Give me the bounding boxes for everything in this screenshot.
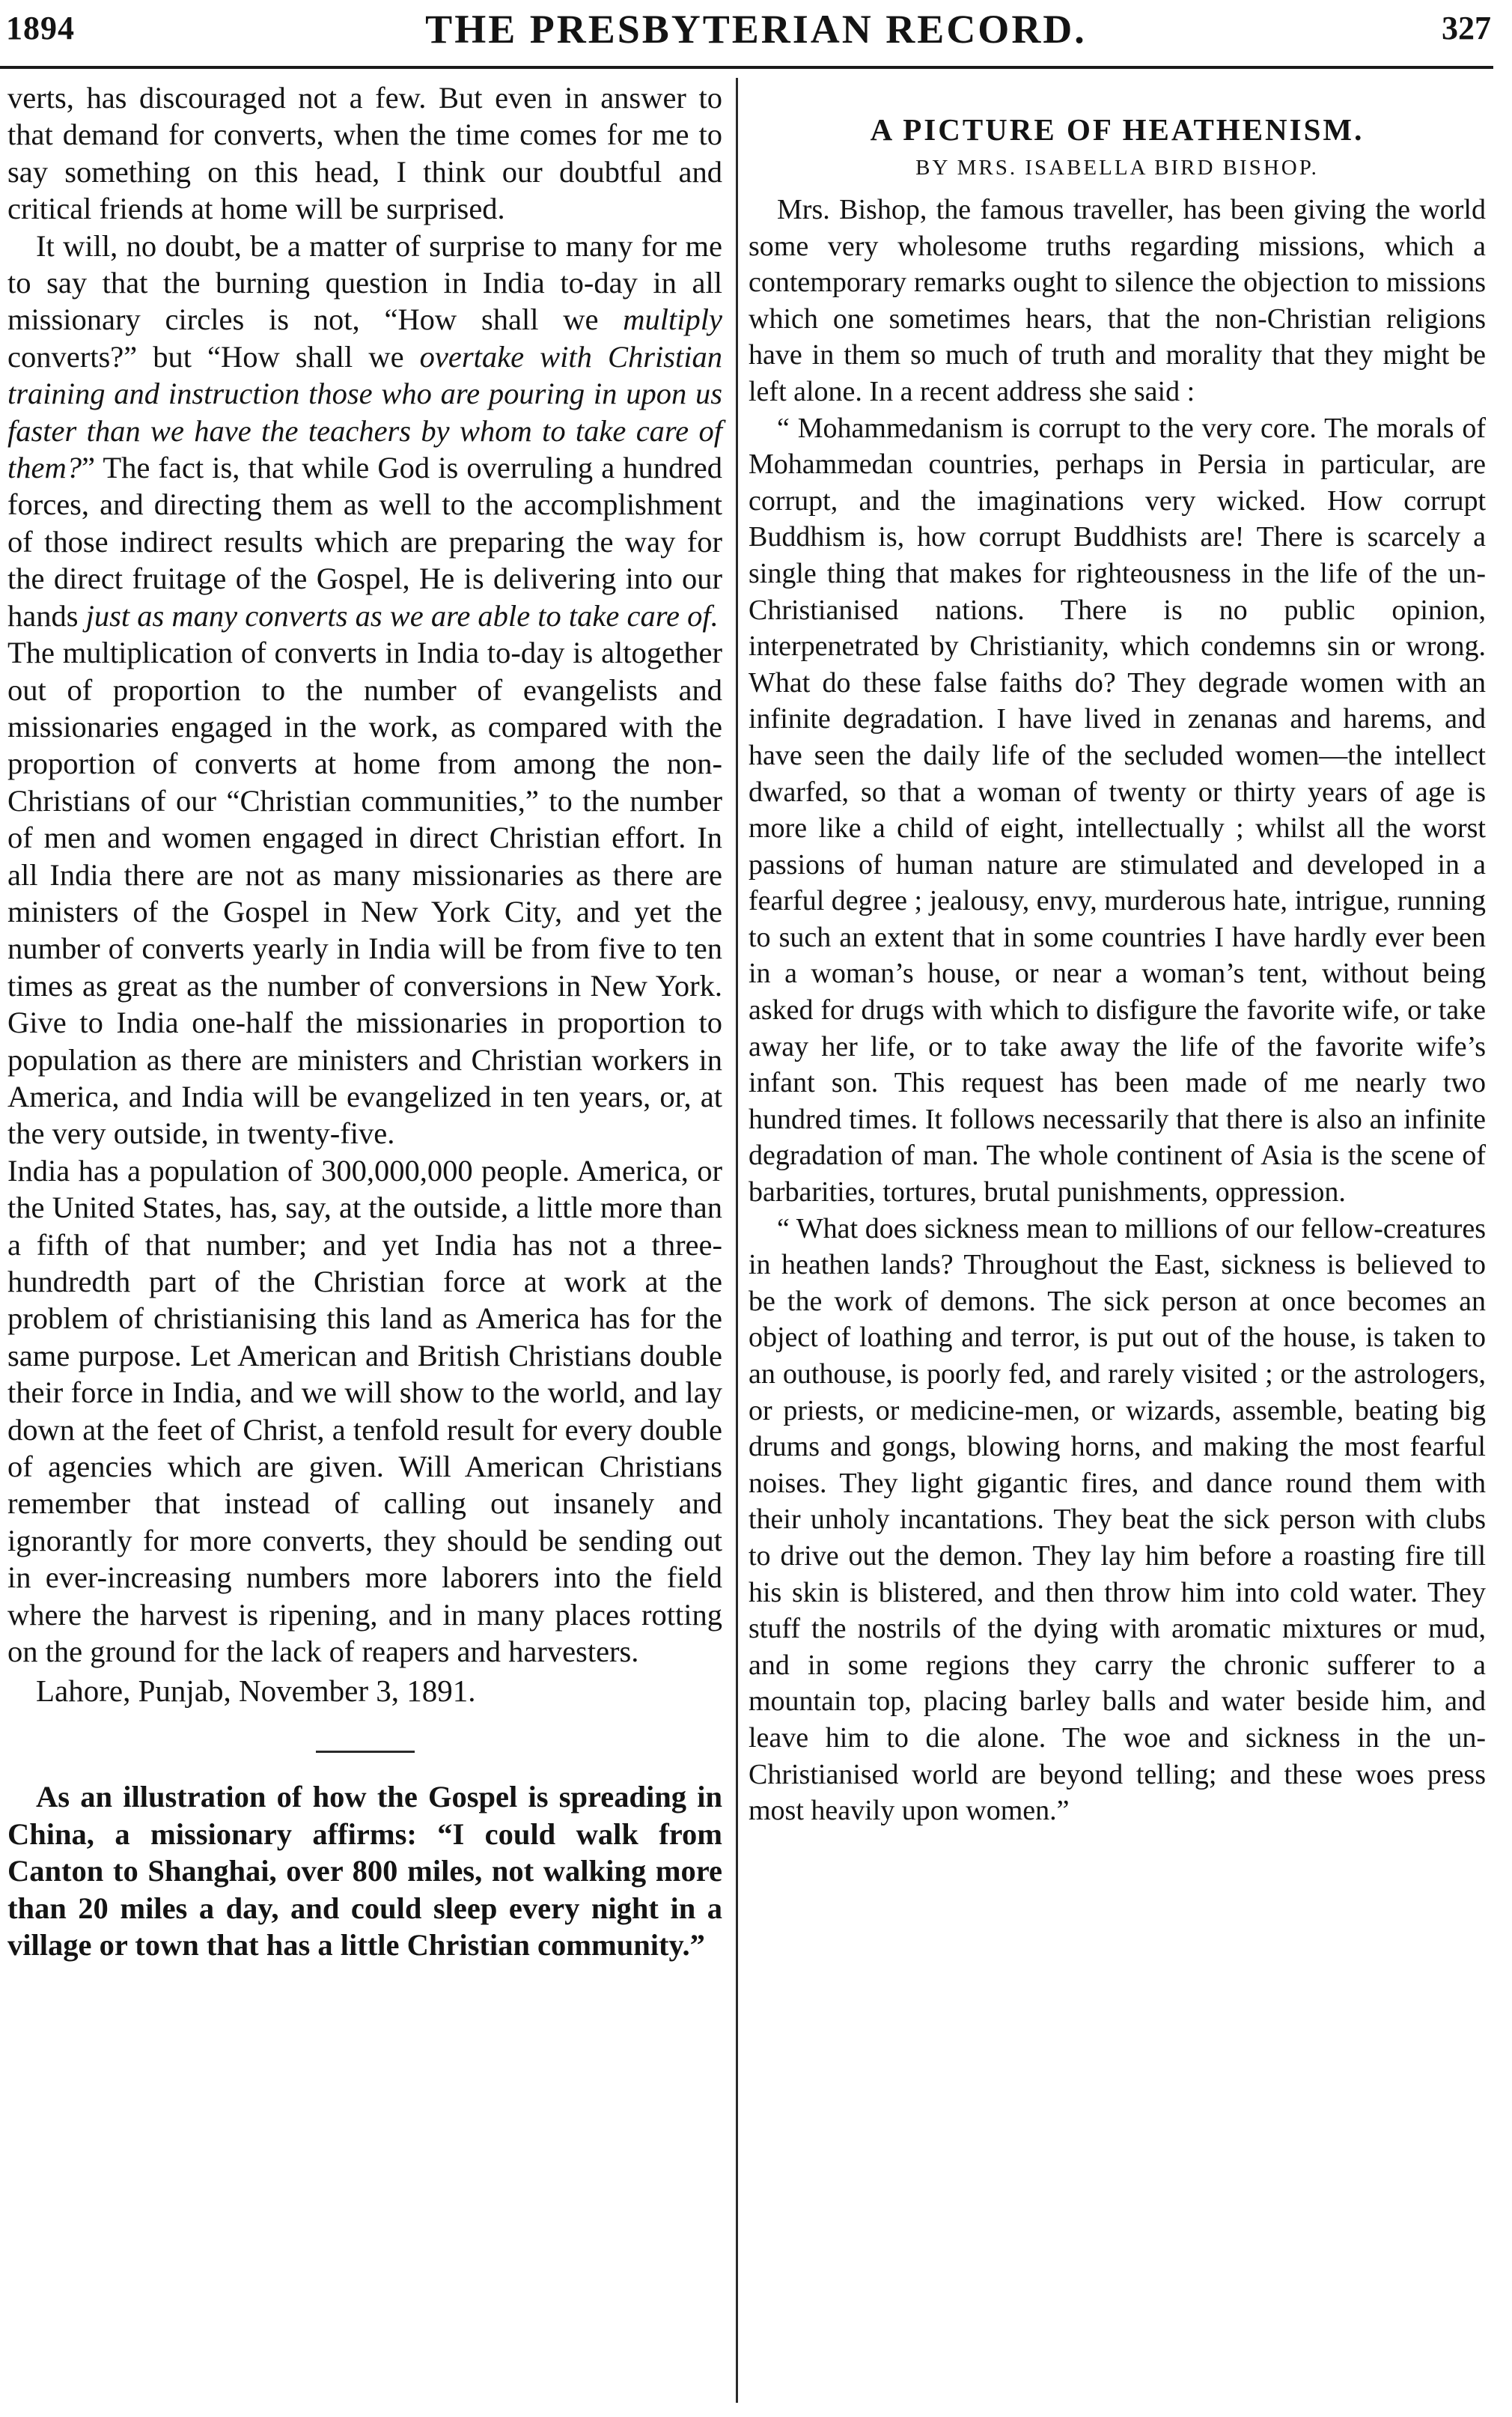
right-column — [749, 79, 1486, 1829]
text-run: It will, no doubt, be a matter of surprise to many for me to say that the burning question in India to-day in all missionary circles is not, “How shall we — [7, 228, 722, 337]
emphasis-overtake: overtake with Christian training and instruction those who are pouring in upon us faster than we have the teachers by whom to take care of them? — [7, 339, 723, 485]
emphasis-multiply: multiply — [623, 302, 722, 337]
page-header — [0, 0, 1512, 60]
paragraph-multiplication: The multiplication of converts in India to-day is altogether out of proportion to the number of evangelists and missionaries engaged in the work, as compared with the proportion of converts at home from among the non-Christians of our “Christian communities,” to the number of men and women engaged in direct Christian effort. In all India there are not as many missionaries as there are ministers of the Gospel in New York City, and yet the number of converts yearly in India will be from five to ten times as great as the number of conversions in New York. Give to India one-half the missionaries in proportion to population as there are ministers and Christian workers in America, and India will be evangelized in ten years, or, at the very outside, in twenty-five. — [7, 636, 722, 1151]
text-run: converts?” but “How shall we — [7, 339, 420, 374]
paragraph-introduction: Mrs. Bishop, the famous traveller, has been giving the world some very wholesome truths regarding missions, which a contemporary remarks ought to silence the objection to missions which one sometimes hears, that the non-Christian religions have in them so much of truth and morality that they might be left alone. In a recent address she said : — [749, 194, 1486, 407]
header-year: 1894 — [6, 10, 75, 46]
header-rule — [0, 66, 1493, 69]
article-title: A PICTURE OF HEATHENISM. — [870, 112, 1365, 147]
page-number: 327 — [1442, 10, 1491, 46]
paragraph-burning-question — [7, 228, 722, 634]
dateline: Lahore, Punjab, November 3, 1891. — [36, 1673, 476, 1709]
column-divider — [736, 78, 738, 2403]
paragraph-population: India has a population of 300,000,000 people. America, or the United States, has, say, at the outside, a little more than a fifth of that number; and yet India has not a three-hundredth part of the Christian force at work at the problem of christianising this land as America has for the same purpose. Let American and British Christians double their force in India, and we will show to the world, and lay down at the feet of Christ, a tenfold result for every double of agencies which are given. Will American Christians remember that instead of calling out insanely and ignorantly for more converts, they should be sending out in ever-increasing numbers more laborers into the field where the harvest is ripening, and in many places rotting on the ground for the lack of reapers and harvesters. — [7, 1153, 722, 1669]
publication-title: THE PRESBYTERIAN RECORD. — [425, 7, 1087, 52]
left-column — [7, 79, 722, 1964]
text-run: ” The fact is, that while God is overruling a hundred forces, and directing them as well to the accomplishment of those indirect results which are preparing the way for the direct fruitage of the Gospel, He is delivering into our hands — [7, 451, 722, 633]
paragraph-china-illustration: As an illustration of how the Gospel is spreading in China, a missionary affirms: “I could walk from Canton to Shanghai, over 800 miles, not walking more than 20 miles a day, and could sleep every night in a village or town that has a little Christian community.” — [7, 1780, 722, 1963]
paragraph-continuation: verts, has discouraged not a few. But even in answer to that demand for converts, when the time comes for me to say something on this head, I think our doubtful and critical friends at home will be surprised. — [7, 81, 722, 226]
paragraph-quote-sickness: “ What does sickness mean to millions of our fellow-creatures in heathen lands? Throughout the East, sickness is believed to be the work of demons. The sick person at once becomes an object of loathing and terror, is put out of the house, is taken to an outhouse, is poorly fed, and rarely visited ; or the astrologers, or priests, or medicine-men, or wizards, assemble, beating big drums and gongs, blowing horns, and making the most fearful noises. They light gigantic fires, and dance round them with their unholy incantations. They beat the sick person with clubs to drive out the demon. They lay him before a roasting fire till his skin is blistered, and then throw him into cold water. They stuff the nostrils of the dying with aromatic mixtures or mud, and in some regions they carry the chronic sufferer to a mountain top, placing barley balls and water beside him, and leave him to die alone. The woe and sickness in the un-Christianised world are beyond telling; and these woes press most heavily upon women.” — [749, 1212, 1486, 1827]
paragraph-quote-mohammedanism: “ Mohammedanism is corrupt to the very core. The morals of Mohammedan countries, perhaps in Persia in particular, are corrupt, and the imaginations very wicked. How corrupt Buddhism is, how corrupt Buddhists are! There is scarcely a single thing that makes for righteousness in the life of the un-Christianised nations. There is no public opinion, interpenetrated by Christianity, which condemns sin or wrong. What do these false faiths do? They degrade women with an infinite degradation. I have lived in zenanas and harems, and have seen the daily life of the secluded women—the intellect dwarfed, so that a woman of twenty or thirty years of age is more like a child of eight, intellectually ; whilst all the worst passions of human nature are stimulated and developed in a fearful degree ; jealousy, envy, murderous hate, intrigue, running to such an extent that in some countries I have hardly ever been in a woman’s house, or near a woman’s tent, without being asked for drugs with which to disfigure the favorite wife, or take away her life, or to take away the life of the favorite wife’s infant son. This request has been made of me nearly two hundred times. It follows necessarily that there is also an infinite degradation of man. The whole continent of Asia is the scene of barbarities, tortures, brutal punishments, oppression. — [749, 412, 1486, 1208]
article-byline: BY MRS. ISABELLA BIRD BISHOP. — [915, 156, 1319, 180]
section-separator — [316, 1751, 415, 1753]
emphasis-converts: just as many converts as we are able to take care of. — [85, 598, 719, 633]
